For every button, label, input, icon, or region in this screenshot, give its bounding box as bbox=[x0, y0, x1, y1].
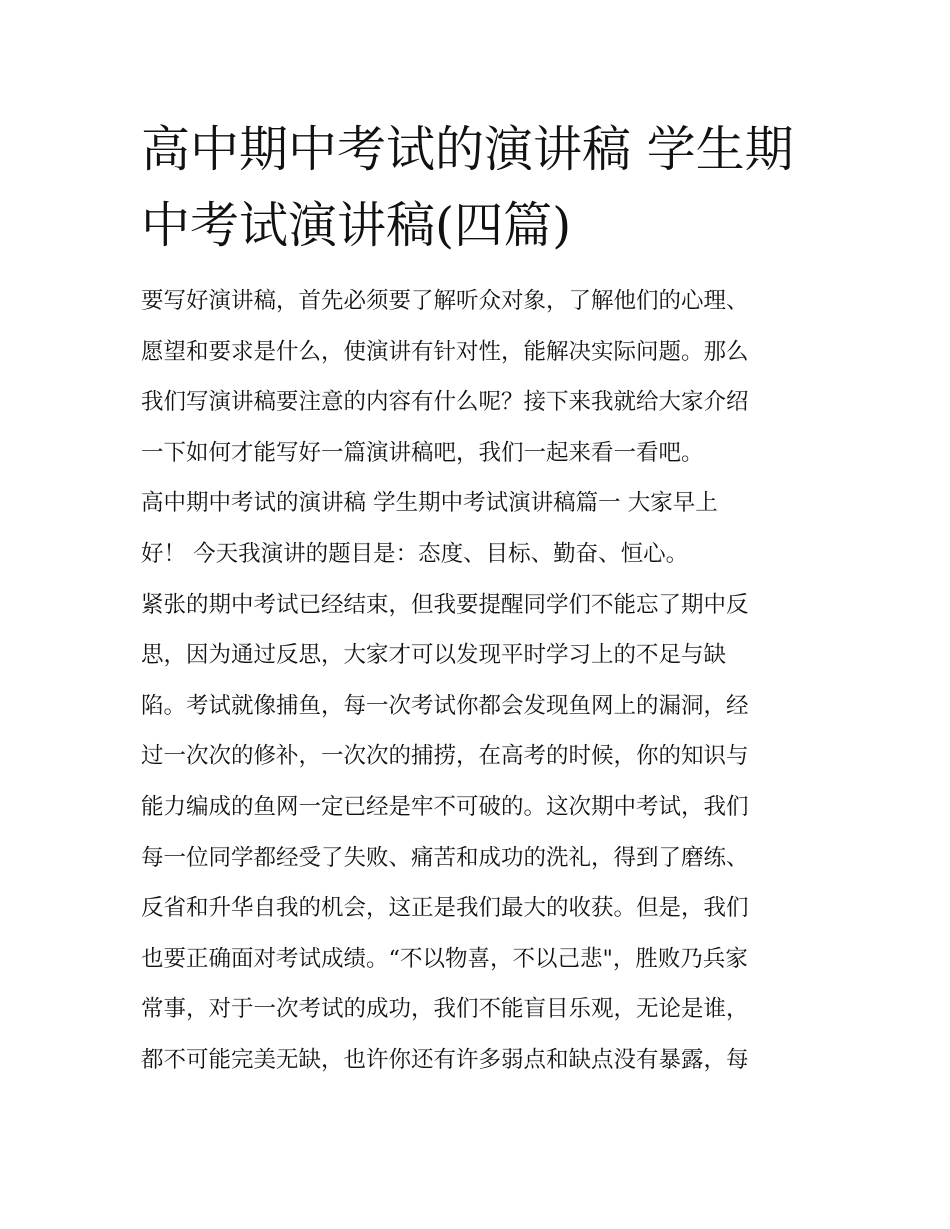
title-line: 中考试演讲稿(四篇) bbox=[141, 197, 572, 254]
body-line: 陷。考试就像捕鱼，每一次考试你都会发现鱼网上的漏洞，经 bbox=[141, 692, 749, 719]
document-body bbox=[141, 276, 831, 1086]
body-line: 反省和升华自我的机会，这正是我们最大的收获。但是，我们 bbox=[141, 895, 749, 922]
body-line: 都不可能完美无缺，也许你还有许多弱点和缺点没有暴露，每 bbox=[141, 1046, 749, 1073]
body-line: 每一位同学都经受了失败、痛苦和成功的洗礼，得到了磨练、 bbox=[141, 844, 749, 871]
body-line: 能力编成的鱼网一定已经是牢不可破的。这次期中考试，我们 bbox=[141, 793, 749, 820]
document-title bbox=[141, 112, 821, 264]
body-line: 一下如何才能写好一篇演讲稿吧，我们一起来看一看吧。 bbox=[141, 439, 704, 466]
body-line: 要写好演讲稿，首先必须要了解听众对象，了解他们的心理、 bbox=[141, 288, 749, 314]
body-line: 好！ 今天我演讲的题目是：态度、目标、勤奋、恒心。 bbox=[141, 540, 689, 567]
body-line: 高中期中考试的演讲稿 学生期中考试演讲稿篇一 大家早上 bbox=[141, 490, 718, 517]
body-line: 常事，对于一次考试的成功，我们不能盲目乐观，无论是谁， bbox=[141, 996, 749, 1023]
body-line: 我们写演讲稿要注意的内容有什么呢？接下来我就给大家介绍 bbox=[141, 389, 749, 416]
body-line: 紧张的期中考试已经结束，但我要提醒同学们不能忘了期中反 bbox=[141, 591, 749, 618]
title-line: 高中期中考试的演讲稿 学生期 bbox=[141, 121, 794, 178]
body-line: 思，因为通过反思，大家才可以发现平时学习上的不足与缺 bbox=[141, 642, 727, 669]
body-line: 过一次次的修补，一次次的捕捞，在高考的时候，你的知识与 bbox=[141, 743, 749, 770]
body-line: 愿望和要求是什么，使演讲有针对性，能解决实际问题。那么 bbox=[141, 338, 749, 365]
body-line: 也要正确面对考试成绩。“不以物喜，不以己悲"，胜败乃兵家 bbox=[141, 945, 748, 972]
